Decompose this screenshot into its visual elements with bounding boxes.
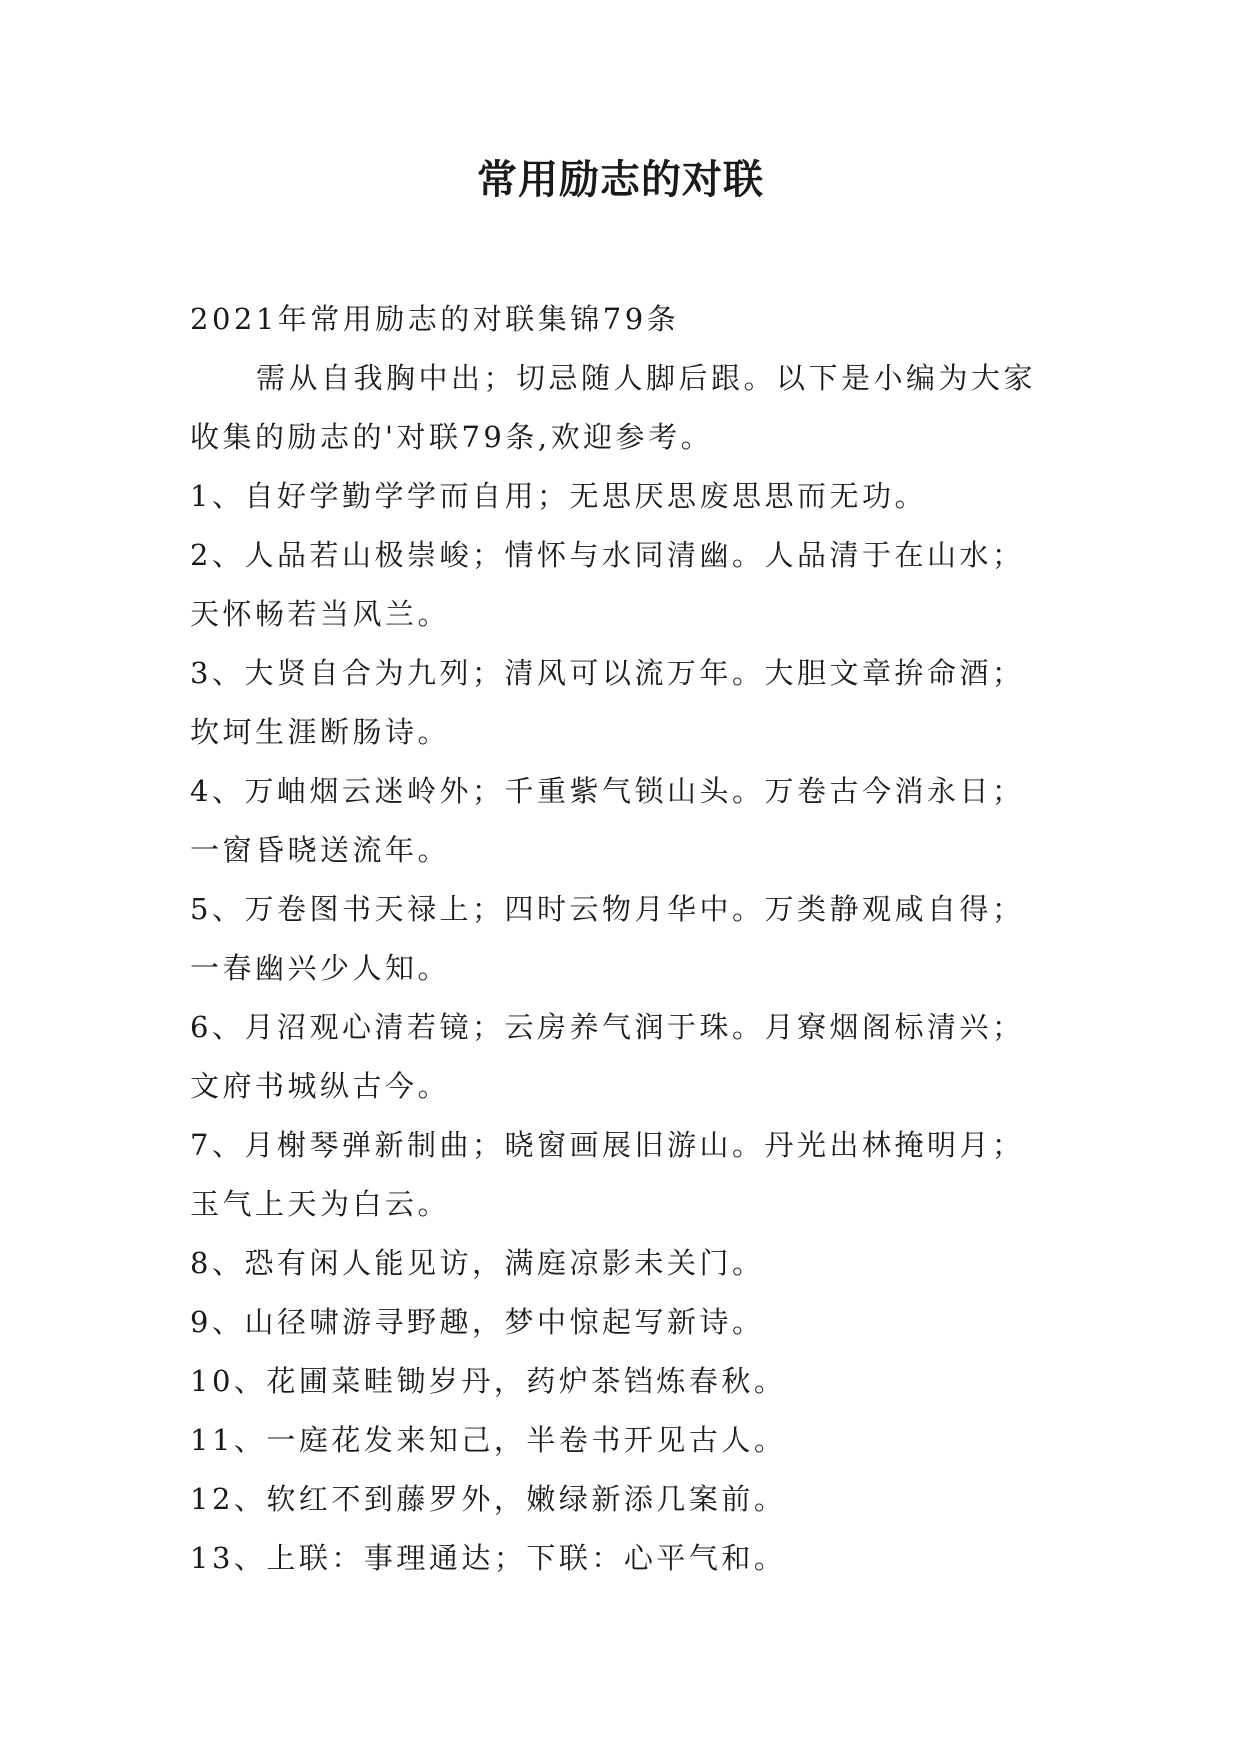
intro-paragraph	[190, 349, 1070, 467]
couplet-item	[190, 467, 1070, 526]
couplet-line: 坎坷生涯断肠诗。	[190, 715, 451, 749]
couplet-line: 3、大贤自合为九列；清风可以流万年。大胆文章拚命酒；	[190, 656, 1025, 690]
couplet-item	[190, 644, 1070, 762]
couplet-item	[190, 1529, 1070, 1588]
couplet-item	[190, 1116, 1070, 1234]
couplet-line: 13、上联：事理通达；下联：心平气和。	[190, 1541, 787, 1575]
couplet-line: 一窗昏晓送流年。	[190, 833, 451, 867]
couplet-line: 5、万卷图书天禄上；四时云物月华中。万类静观咸自得；	[190, 892, 1025, 926]
couplet-line: 6、月沼观心清若镜；云房养气润于珠。月寮烟阁标清兴；	[190, 1010, 1025, 1044]
couplet-line: 9、山径啸游寻野趣，梦中惊起写新诗。	[190, 1305, 765, 1339]
couplet-line: 12、软红不到藤罗外，嫩绿新添几案前。	[190, 1482, 787, 1516]
intro-line: 需从自我胸中出；切忌随人脚后跟。以下是小编为大家	[256, 361, 1037, 395]
couplet-line: 一春幽兴少人知。	[190, 951, 451, 985]
couplet-item	[190, 1470, 1070, 1529]
couplet-line: 8、恐有闲人能见访，满庭凉影未关门。	[190, 1246, 765, 1280]
couplet-line: 1、自好学勤学学而自用；无思厌思废思思而无功。	[190, 479, 927, 513]
couplet-item	[190, 1234, 1070, 1293]
couplet-line: 11、一庭花发来知己，半卷书开见古人。	[190, 1423, 787, 1457]
couplet-line: 7、月榭琴弹新制曲；晓窗画展旧游山。丹光出林掩明月；	[190, 1128, 1025, 1162]
intro-line: 收集的励志的'对联79条,欢迎参考。	[190, 420, 714, 454]
couplet-item	[190, 1352, 1070, 1411]
document-title: 常用励志的对联	[477, 156, 764, 203]
couplet-item	[190, 762, 1070, 880]
couplet-line: 天怀畅若当风兰。	[190, 597, 451, 631]
couplet-line: 4、万岫烟云迷岭外；千重紫气锁山头。万卷古今消永日；	[190, 774, 1025, 808]
couplet-item	[190, 526, 1070, 644]
couplet-line: 玉气上天为白云。	[190, 1187, 451, 1221]
couplet-item	[190, 1293, 1070, 1352]
couplet-item	[190, 1411, 1070, 1470]
couplet-line: 文府书城纵古今。	[190, 1069, 451, 1103]
couplet-line: 10、花圃菜畦锄岁丹，药炉茶铛炼春秋。	[190, 1364, 787, 1398]
couplet-item	[190, 998, 1070, 1116]
document-subtitle: 2021年常用励志的对联集锦79条	[190, 302, 680, 336]
couplet-line: 2、人品若山极崇峻；情怀与水同清幽。人品清于在山水；	[190, 538, 1025, 572]
couplet-item	[190, 880, 1070, 998]
document-body	[190, 290, 1070, 1588]
